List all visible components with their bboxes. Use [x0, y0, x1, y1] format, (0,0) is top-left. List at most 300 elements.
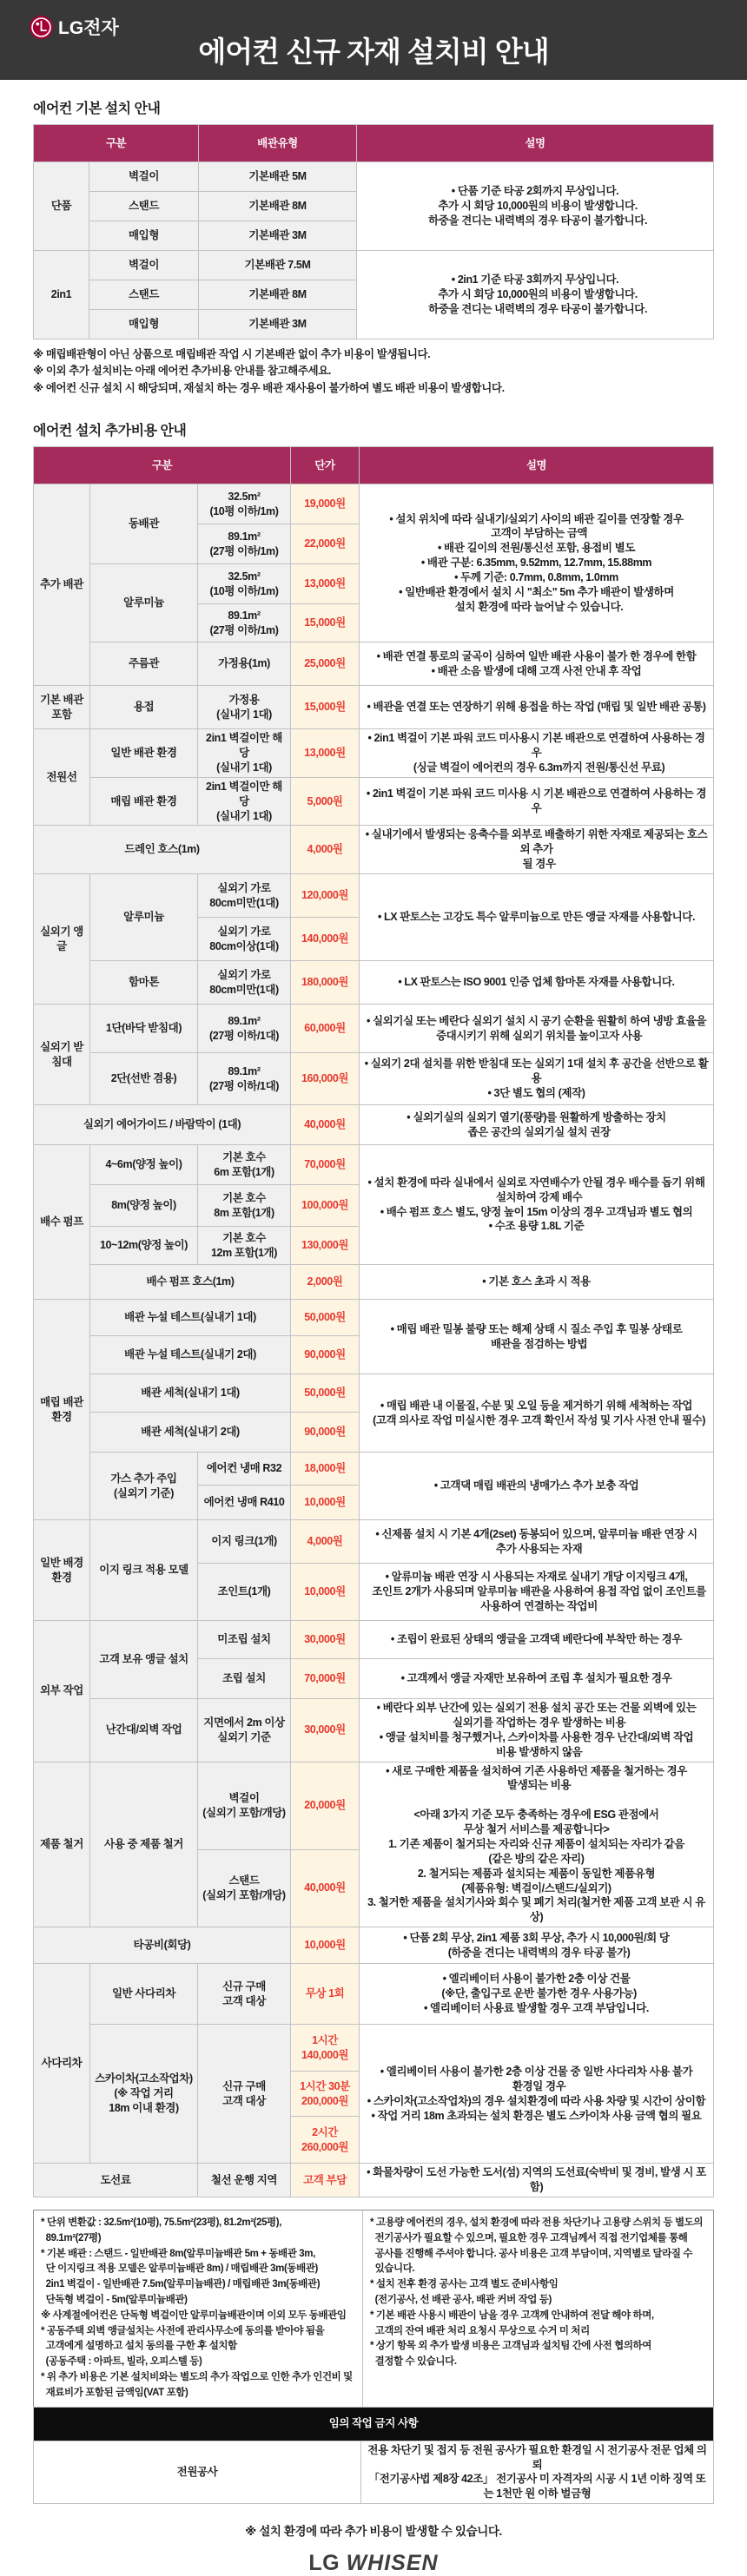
label-cell: 벽걸이: [89, 162, 199, 192]
text-line: ※ 에어컨 신규 설치 시 해당되며, 재설치 하는 경우 배관 재사용이 불가하여 별도 배관 비용이 발생합니다.: [33, 381, 505, 394]
cell-line: • 2in1 벽걸이 기본 파워 코드 미사용 시 기본 배관으로 연결하여 사용하는 경우: [366, 787, 707, 815]
label-cell: [198, 604, 291, 642]
text-line: * 단위 변환값 : 32.5m²(10평), 75.5m²(23평), 81.2m²(25평),: [41, 2217, 281, 2228]
cell-line: • 설치 환경에 따라 실내에서 실외로 자연배수가 안될 경우 배수를 돕기 위해: [367, 1176, 705, 1189]
text-line: * 고용량 에어컨의 경우, 설치 환경에 따라 전용 차단기나 고용량 스위치 등 별도의: [370, 2217, 704, 2228]
cell-line: 89.1m²: [228, 1014, 261, 1027]
desc-cell: [360, 1105, 714, 1145]
price-cell: 13,000원: [291, 564, 360, 604]
label-cell: 가정용(1m): [198, 642, 291, 686]
cell-line: 무상 철거 서비스를 제공합니다>: [463, 1823, 610, 1835]
table-row: [34, 2025, 714, 2072]
cell-line: (실내기 1대): [216, 761, 272, 774]
text-line: 고객의 잔여 배관 처리 요청시 무상으로 수거 미 처리: [370, 2325, 590, 2336]
cell-line: 가정용: [228, 693, 260, 706]
price-cell: 90,000원: [291, 1413, 360, 1453]
label-cell: 에어컨 냉매 R410: [198, 1486, 291, 1520]
label-cell: [198, 874, 291, 918]
desc-cell: [360, 2164, 714, 2197]
cell-line: (27평 이하/1m): [209, 544, 279, 557]
table-row: [34, 1145, 714, 1185]
cell-line: • 실외기실의 실외기 열기(풍량)를 원활하게 방출하는 장치: [407, 1110, 666, 1123]
label-cell: 알루미늄: [90, 564, 198, 642]
cell-line: 실외기 가로: [217, 968, 271, 981]
cell-line: 89.1m²: [228, 609, 261, 622]
cell-line: <아래 3가지 기준 모두 충족하는 경우에 ESG 관점에서: [413, 1808, 659, 1822]
label-cell: [198, 1053, 291, 1105]
cell-line: 18m 이내 환경): [109, 2102, 179, 2115]
price-cell: 30,000원: [291, 1699, 360, 1762]
text-line: (전기공사, 선 배관 공사, 배관 커버 작업 등): [370, 2294, 552, 2305]
cell-line: 될 경우: [517, 858, 556, 871]
desc-cell: [357, 162, 714, 251]
cell-line: 89.1m²: [228, 530, 261, 543]
cell-line: (실외기 포함/개당): [202, 1888, 286, 1901]
lg-logo-icon: [30, 16, 53, 39]
cell-line: (실내기 1대): [216, 809, 272, 822]
desc-cell: [361, 2441, 714, 2504]
text-line: * 설치 전후 환경 공사는 고객 별도 준비사항임: [370, 2279, 559, 2290]
cell-line: 지면에서 2m 이상: [203, 1716, 285, 1729]
cell-line: 설치하여 강제 배수: [490, 1190, 583, 1203]
cell-line: • 스카이차(고소작업차)의 경우 설치환경에 따라 사용 차량 및 시간이 상이함: [367, 2094, 706, 2107]
table-row: [34, 2164, 714, 2197]
text-line: * 기본 배관 사용시 배관이 남을 경우 고객께 안내하여 전달 해야 하며,: [370, 2309, 654, 2321]
table-row: [34, 874, 714, 918]
cell-line: (같은 방의 같은 자리): [488, 1852, 585, 1865]
cell-line: 8m 포함(1개): [214, 1206, 274, 1219]
cell-line: 신규 구매: [222, 1980, 266, 1993]
text-line: * 기본 배관 : 스탠드 - 일반배관 8m(알루미늄배관 5m + 동배관 3m,: [41, 2248, 315, 2259]
table-row: [34, 1005, 714, 1053]
cell-line: (10평 이하/1m): [209, 504, 279, 517]
text-line: 결정할 수 있습니다.: [370, 2356, 457, 2368]
cell-line: 전용 차단기 및 접지 등 전원 공사가 필요한 환경일 시 전기공사 전문 업체 의뢰: [367, 2443, 707, 2471]
cell-line: 기본 호수: [222, 1191, 266, 1204]
column-header: 배관유형: [199, 125, 357, 162]
cell-line: • 단품 기준 타공 2회까지 무상입니다.: [451, 185, 619, 198]
label-cell: 알루미늄: [90, 874, 198, 961]
price-cell: 50,000원: [291, 1300, 360, 1336]
desc-cell: [357, 251, 714, 339]
cell-line: • 설치 위치에 따라 실내기/실외기 사이의 배관 길이를 연장할 경우: [389, 512, 684, 525]
cell-line: • 엘리베이터 사용이 불가한 2층 이상 건물 중 일반 사다리차 사용 불가: [380, 2065, 693, 2078]
label-cell: 고객 보유 앵글 설치: [90, 1621, 198, 1699]
label-cell: 기본배관 3M: [199, 310, 357, 339]
text-line: 2in1 벽걸이 - 일반배관 7.5m(알루미늄배관) / 매립배관 3m(동배관): [41, 2279, 321, 2290]
label-cell: [198, 484, 291, 524]
brand-logo: [33, 2551, 714, 2576]
cell-line: 벽걸이: [228, 1791, 260, 1804]
label-cell: 1단(바닥 받침대): [90, 1005, 198, 1053]
cell-line: (고객 의사로 작업 미실시한 경우 고객 확인서 작성 및 기사 사전 안내 필수): [367, 1413, 706, 1426]
price-cell: 40,000원: [291, 1849, 360, 1927]
price-cell: 4,000원: [291, 826, 360, 874]
cell-line: 140,000원: [301, 2048, 349, 2061]
cell-line: • 엘리베이터 사용이 불가한 2층 이상 건물: [442, 1973, 631, 1986]
cell-line: 비용 발생하지 않음: [490, 1745, 583, 1758]
label-cell: 배수 펌프 호스(1m): [90, 1265, 291, 1300]
label-cell: 매입형: [89, 310, 199, 339]
text-line: 고객에게 설명하고 설치 동의를 구한 후 설치함: [41, 2341, 237, 2352]
label-cell: 기본배관 3M: [199, 221, 357, 251]
cell-line: • LX 판토스는 ISO 9001 인증 업체 함마톤 자재를 사용합니다.: [398, 976, 675, 989]
label-cell: 일반 배관 환경: [90, 729, 198, 778]
cell-line: 추가 시 회당 10,000원의 비용이 발생합니다.: [433, 200, 638, 213]
desc-cell: [360, 1265, 714, 1300]
cell-line: 200,000원: [301, 2094, 349, 2107]
cell-line: 스탠드: [228, 1874, 260, 1887]
label-cell: 조인트(1개): [198, 1564, 291, 1621]
label-cell: 기본배관 5M: [199, 162, 357, 192]
desc-cell: [360, 874, 714, 961]
text-line: ※ 사계절에어컨은 단독형 벽걸이만 알루미늄배관이며 이외 모두 동배관임: [41, 2309, 347, 2321]
brand-whisen-text: WHISEN: [346, 2551, 439, 2576]
label-cell: 실외기 에어가이드 / 바람막이 (1대): [34, 1105, 291, 1145]
cell-line: • 작업 거리 18m 초과되는 설치 환경은 별도 스카이차 사용 금액 협의 필요: [371, 2109, 702, 2122]
table-row: [34, 251, 714, 280]
label-cell: [198, 777, 291, 826]
label-cell: [198, 729, 291, 778]
cell-line: (실외기 기준): [114, 1486, 174, 1499]
label-cell: 동배관: [90, 484, 198, 564]
label-cell: [198, 564, 291, 604]
cell-line: • 매립 배관 밀봉 불량 또는 해제 상태 시 질소 주입 후 밀봉 상태로: [390, 1322, 683, 1335]
footer-note: ※ 설치 환경에 따라 추가 비용이 발생할 수 있습니다.: [245, 2525, 502, 2539]
label-cell: [198, 961, 291, 1005]
label-cell: [198, 1227, 291, 1265]
desc-cell: [360, 1005, 714, 1053]
column-header: 구분: [34, 125, 199, 162]
table-row: [34, 1300, 714, 1336]
cell-line: 2in1 벽걸이만 해당: [206, 732, 282, 759]
text-line: 89.1m²(27평): [41, 2232, 102, 2243]
cell-line: • 3단 별도 협의 (제작): [487, 1086, 585, 1099]
cell-line: 3. 철거한 제품을 설치기사와 회수 및 폐기 처리(철거한 제품 고객 보관 시 유상): [367, 1896, 705, 1924]
section-title-basic: 에어컨 기본 설치 안내: [33, 102, 161, 116]
price-cell: 무상 1회: [291, 1964, 360, 2025]
label-cell: 에어컨 냉매 R32: [198, 1453, 291, 1486]
cell-line: 실외기 기준: [217, 1730, 271, 1743]
desc-cell: [360, 961, 714, 1005]
price-cell: 90,000원: [291, 1336, 360, 1374]
desc-cell: [360, 1145, 714, 1265]
label-cell: 배관 누설 테스트(실내기 1대): [90, 1300, 291, 1336]
cell-line: 80cm미만(1대): [209, 896, 279, 909]
price-cell: 70,000원: [291, 1145, 360, 1185]
cell-line: 12m 포함(1개): [211, 1246, 277, 1259]
label-cell: 단품: [34, 162, 89, 251]
cell-line: 기본 호수: [222, 1150, 266, 1163]
cell-line: 6m 포함(1개): [214, 1165, 274, 1178]
label-cell: 난간대/외벽 작업: [90, 1699, 198, 1762]
desc-cell: [360, 1053, 714, 1105]
label-cell: 스탠드: [89, 192, 199, 221]
lg-logo-text: LG전자: [58, 18, 119, 38]
text-line: 단독형 벽걸이 - 5m(알루미늄배관): [41, 2294, 188, 2305]
table-row: [34, 1762, 714, 1849]
price-cell: 18,000원: [291, 1453, 360, 1486]
cell-line: • 알류미늄 배관 연장 시 사용되는 자재로 실내기 개당 이지링크 4개,: [385, 1571, 688, 1584]
label-cell: [198, 524, 291, 564]
cell-line: (27평 이하/1대): [208, 1079, 280, 1092]
cell-line: 추가 사용되는 자재: [490, 1542, 583, 1555]
table-row: [34, 1453, 714, 1486]
table-row: [34, 1520, 714, 1564]
label-cell: 2in1: [34, 251, 89, 339]
cell-line: 하중을 견디는 내력벽의 경우 타공이 불가합니다.: [422, 302, 648, 315]
price-cell: 15,000원: [291, 686, 360, 729]
text-line: ※ 매립배관형이 아닌 상품으로 매립배관 작업 시 기본배관 없이 추가 비용이 발생됩니다.: [33, 348, 431, 360]
text-line: 전기공사가 필요할 수 있으며, 필요한 경우 고객님께서 직접 전기업체를 통해: [370, 2232, 688, 2243]
cell-line: (27평 이하/1m): [209, 623, 279, 636]
cell-line: • 고객께서 앵글 자재만 보유하여 조립 후 설치가 필요한 경우: [400, 1672, 672, 1685]
label-cell: 기본배관 8M: [199, 192, 357, 221]
text-line: 단 이지링크 적용 모델은 알루미늄배관 8m) / 매립배관 3m(동배관): [41, 2263, 318, 2275]
desc-cell: [360, 1374, 714, 1453]
label-cell: 8m(양정 높이): [90, 1185, 198, 1227]
cell-line: 1시간: [312, 2033, 338, 2046]
cell-line: • 배수 펌프 호스 별도, 양정 높이 15m 이상의 경우 고객님과 별도 협의: [380, 1205, 693, 1218]
price-cell: 20,000원: [291, 1762, 360, 1849]
price-cell: 15,000원: [291, 604, 360, 642]
price-cell: 50,000원: [291, 1374, 360, 1413]
price-cell: 10,000원: [291, 1927, 360, 1964]
label-cell: 전원선: [34, 729, 90, 826]
cell-line: 2시간: [312, 2125, 338, 2138]
desc-cell: [360, 1699, 714, 1762]
cell-line: 추가 시 회당 10,000원의 비용이 발생합니다.: [433, 288, 638, 301]
desc-cell: [360, 1520, 714, 1564]
footnotes-right: [363, 2210, 713, 2407]
desc-cell: [360, 729, 714, 778]
table-row: [34, 961, 714, 1005]
label-cell: 미조립 설치: [198, 1621, 291, 1659]
label-cell: [198, 1762, 291, 1849]
cell-line: • 화물차량이 도선 가능한 도서(섬) 지역의 도선료(숙박비 및 경비, 발생 시 포함): [367, 2166, 706, 2193]
label-cell: [198, 918, 291, 961]
price-cell: 60,000원: [291, 1005, 360, 1053]
price-cell: 10,000원: [291, 1564, 360, 1621]
price-cell: 70,000원: [291, 1659, 360, 1699]
cell-line: (실내기 1대): [216, 708, 272, 721]
label-cell: 이지 링크 적용 모델: [90, 1520, 198, 1621]
cell-line: • 매립 배관 내 이물질, 수분 및 오일 등을 제거하기 위해 세척하는 작업: [380, 1399, 693, 1412]
cell-line: 조인트 2개가 사용되며 알루미늄 배관을 사용하여 용접 작업 없이 조인트를: [367, 1585, 706, 1598]
cell-line: 스카이차(고소작업차): [95, 2072, 193, 2085]
price-cell: [291, 2117, 360, 2164]
label-cell: 배수 펌프: [34, 1145, 90, 1300]
label-cell: [90, 2025, 198, 2164]
cell-line: 89.1m²: [228, 1064, 261, 1077]
label-cell: 일반 배경 환경: [34, 1520, 90, 1621]
desc-cell: [360, 1564, 714, 1621]
cell-line: • 엘리베이터 사용료 발생할 경우 고객 부담입니다.: [424, 2002, 649, 2015]
cell-line: 하중을 견디는 내력벽의 경우 타공이 불가합니다.: [422, 214, 648, 227]
label-cell: 10~12m(양정 높이): [90, 1227, 198, 1265]
label-cell: 이지 링크(1개): [198, 1520, 291, 1564]
desc-cell: [360, 1659, 714, 1699]
section-title-extra: 에어컨 설치 추가비용 안내: [33, 424, 187, 439]
cell-line: 발생되는 비용: [501, 1779, 572, 1792]
price-cell: 19,000원: [291, 484, 360, 524]
label-cell: 용접: [90, 686, 198, 729]
text-line: (공동주택 : 아파트, 빌라, 오피스텔 등): [41, 2356, 202, 2368]
cell-line: (하중을 견디는 내력벽의 경우 타공 불가): [442, 1946, 631, 1959]
price-cell: 22,000원: [291, 524, 360, 564]
desc-cell: [360, 777, 714, 826]
prohibition-table: [33, 2407, 714, 2505]
price-cell: 160,000원: [291, 1053, 360, 1105]
label-cell: 사다리차: [34, 1964, 90, 2164]
lg-logo: [30, 14, 119, 40]
desc-cell: [360, 826, 714, 874]
cell-line: 실외기 가로: [217, 925, 271, 938]
text-line: * 상기 항목 외 추가 발생 비용은 고객님과 설치팀 간에 사전 협의하여: [370, 2341, 651, 2352]
column-header: 구분: [34, 447, 291, 484]
table-row: [34, 1621, 714, 1659]
cell-line: • 앵글 설치비를 청구했거나, 스카이차를 사용한 경우 난간대/외벽 작업: [379, 1730, 694, 1743]
cell-line: • 실외기 2대 설치를 위한 받침대 또는 실외기 1대 설치 후 공간을 선반으로 활용: [364, 1057, 709, 1085]
desc-cell: [360, 1453, 714, 1520]
label-cell: [198, 1005, 291, 1053]
cell-line: 기본 호수: [222, 1231, 266, 1244]
cell-line: • 실외기실 또는 베란다 실외기 설치 시 공기 순환을 원활히 하여 냉방 효율을: [366, 1014, 707, 1027]
label-cell: [198, 1849, 291, 1927]
cell-line: 환경일 경우: [506, 2079, 566, 2092]
label-cell: [198, 2025, 291, 2164]
cell-line: 80cm미만(1대): [209, 983, 279, 996]
label-cell: 함마톤: [90, 961, 198, 1005]
label-cell: 매립 배관 환경: [34, 1300, 90, 1520]
label-cell: 기본배관 8M: [199, 280, 357, 310]
cell-line: (제품유형: 벽걸이/스탠드/실외기): [461, 1881, 611, 1894]
label-cell: 사용 중 제품 철거: [90, 1762, 198, 1927]
label-cell: 배관 누설 테스트(실내기 2대): [90, 1336, 291, 1374]
cell-line: 실외기 가로: [217, 881, 271, 894]
price-cell: 5,000원: [291, 777, 360, 826]
cell-line: 1. 기존 제품이 철거되는 자리와 신규 제품이 설치되는 자리가 같음: [388, 1837, 684, 1850]
cell-line: 가스 추가 주입: [110, 1472, 177, 1485]
cell-line: • 일반배관 환경에서 설치 시 "최소" 5m 추가 배관이 발생하며: [399, 585, 674, 598]
table-row: [34, 1927, 714, 1964]
desc-cell: [360, 1964, 714, 2025]
cell-line: (10평 이하/1m): [209, 584, 279, 597]
price-cell: 2,000원: [291, 1265, 360, 1300]
desc-cell: [360, 642, 714, 686]
app-header: [0, 0, 747, 80]
cell-line: 설치 환경에 따라 늘어날 수 있습니다.: [449, 600, 624, 613]
cell-line: (실외기 포함/개당): [202, 1806, 286, 1819]
cell-line: • 신제품 설치 시 기본 4개(2set) 동봉되어 있으며, 알루미늄 배관 연장 시: [375, 1527, 697, 1540]
cell-line: 실외기를 작업하는 경우 발생하는 비용: [446, 1716, 626, 1729]
price-cell: 25,000원: [291, 642, 360, 686]
table-row: [34, 686, 714, 729]
label-cell: [198, 1699, 291, 1762]
text-line: 있습니다.: [370, 2263, 415, 2275]
cell-line: (※단, 출입구로 운반 불가한 경우 사용가능): [436, 1987, 637, 2000]
cell-line: • 기본 호스 초과 시 적용: [482, 1275, 591, 1288]
desc-cell: [360, 1300, 714, 1374]
table-row: [34, 729, 714, 778]
cell-line: • 배관 구분: 6.35mm, 9.52mm, 12.7mm, 15.88mm: [420, 557, 652, 570]
price-cell: 30,000원: [291, 1621, 360, 1659]
price-cell: 100,000원: [291, 1185, 360, 1227]
cell-line: 2in1 벽걸이만 해당: [206, 780, 282, 807]
footnotes-left: [34, 2210, 363, 2407]
cell-line: 사용하여 연결하는 작업비: [475, 1599, 598, 1612]
cell-line: • 두께 기준: 0.7mm, 0.8mm, 1.0mm: [454, 571, 618, 584]
cell-line: • 실내기에서 발생되는 응축수를 외부로 배출하기 위한 자재로 제공되는 호스 외 추가: [365, 828, 711, 856]
basic-install-table: [33, 124, 714, 339]
desc-cell: [360, 1621, 714, 1659]
label-cell: 철선 운행 지역: [198, 2164, 291, 2197]
basic-install-notes: [33, 346, 714, 397]
cell-line: • 수조 용량 1.8L 기준: [488, 1220, 585, 1233]
price-cell: [291, 2025, 360, 2072]
cell-line: 「전기공사법 제8장 42조」 전기공사 미 자격자의 시공 시 1년 이하 징역 또는 1천만 원 이하 벌금형: [368, 2473, 706, 2500]
text-line: * 공동주택 외벽 앵글설치는 사전에 관리사무소에 동의를 받아야 됨을: [41, 2325, 325, 2336]
label-cell: 도선료: [34, 2164, 198, 2197]
table-row: [34, 162, 714, 192]
price-cell: 10,000원: [291, 1486, 360, 1520]
label-cell: 스탠드: [89, 280, 199, 310]
page-content: [0, 97, 747, 2576]
label-cell: 기본 배관 포함: [34, 686, 90, 729]
cell-line: • 조립이 완료된 상태의 앵글을 고객댁 베란다에 부착만 하는 경우: [390, 1633, 683, 1646]
label-cell: 기본배관 7.5M: [199, 251, 357, 280]
cell-line: 좁은 공간의 실외기실 설치 권장: [462, 1125, 611, 1138]
table-row: [34, 484, 714, 524]
table-row: [34, 777, 714, 826]
price-cell: 130,000원: [291, 1227, 360, 1265]
table-row: [34, 1053, 714, 1105]
cell-line: • LX 판토스는 고강도 특수 알루미늄으로 만든 앵글 자재를 사용합니다.: [377, 911, 696, 924]
cell-line: • 고객댁 매립 배관의 냉매가스 추가 보충 작업: [433, 1479, 639, 1492]
table-row: [34, 826, 714, 874]
label-cell: [198, 1185, 291, 1227]
label-cell: 벽걸이: [89, 251, 199, 280]
cell-line: 신규 구매: [222, 2079, 266, 2092]
cell-line: 배관을 점검하는 방법: [485, 1337, 588, 1350]
cell-line: 32.5m²: [228, 490, 261, 503]
cell-line: 32.5m²: [228, 570, 261, 583]
label-cell: 주름관: [90, 642, 198, 686]
cell-line: • 배관 연결 통로의 굴곡이 심하여 일반 배관 사용이 불가 한 경우에 한함: [376, 649, 697, 662]
cell-line: [363, 1793, 710, 1808]
cell-line: (27평 이하/1대): [208, 1029, 280, 1042]
cell-line: • 2in1 벽걸이 기본 파워 코드 미사용시 기본 배관으로 연결하여 사용하는 경우: [367, 732, 705, 759]
desc-cell: [360, 1762, 714, 1927]
price-cell: 180,000원: [291, 961, 360, 1005]
table-row: [34, 2441, 714, 2504]
label-cell: 매입형: [89, 221, 199, 251]
table-row: [34, 1265, 714, 1300]
cell-line: • 배관 소음 발생에 대해 고객 사전 안내 후 작업: [431, 664, 642, 677]
table-row: [34, 642, 714, 686]
label-cell: 드레인 호스(1m): [34, 826, 291, 874]
cell-line: (※ 작업 거리: [114, 2087, 174, 2100]
price-cell: 고객 부담: [291, 2164, 360, 2197]
cell-line: • 2in1 기준 타공 3회까지 무상입니다.: [451, 273, 619, 287]
label-cell: 실외기 받침대: [34, 1005, 90, 1105]
desc-cell: [360, 484, 714, 642]
label-cell: 배관 세척(실내기 1대): [90, 1374, 291, 1413]
label-cell: [198, 686, 291, 729]
desc-cell: [360, 1927, 714, 1964]
price-cell: 13,000원: [291, 729, 360, 778]
cell-line: • 배관 길이의 전원/통신선 포함, 용접비 별도: [437, 542, 636, 555]
